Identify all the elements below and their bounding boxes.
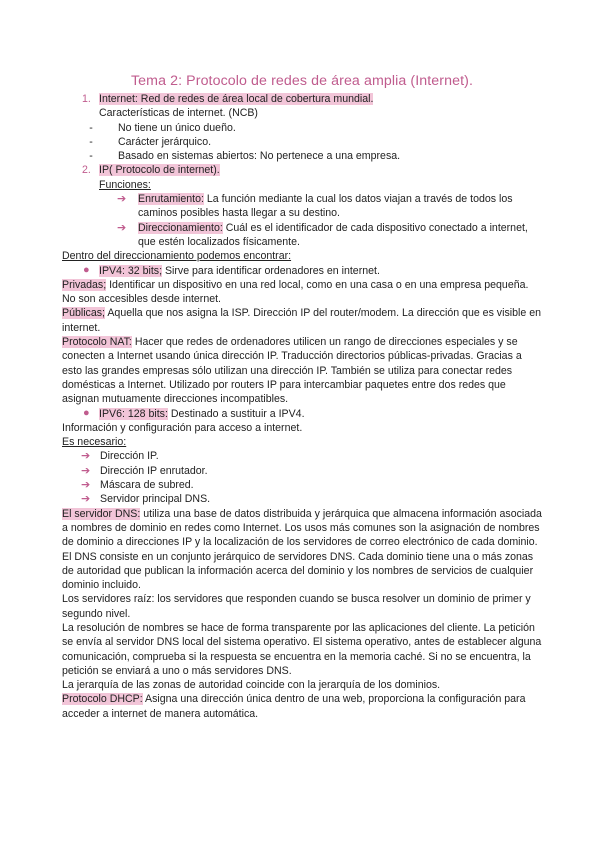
section-2 (62, 163, 542, 177)
page-title: Tema 2: Protocolo de redes de área amplia (Internet). (130, 73, 474, 89)
term-ipv6: IPV6: 128 bits: (99, 407, 168, 420)
list-item: ➔ Máscara de subred. (81, 479, 194, 492)
list-item: ➔ Dirección IP. (81, 450, 159, 463)
bullet-icon: ● (83, 263, 90, 276)
paragraph-nat: Protocolo NAT: Hacer que redes de ordenadores utilicen un rango de direcciones especiales y se conecten a Internet usando única dirección IP. Traducción directorios públicas-privadas. Gracias a esto las grandes empresas sólo utilizan una dirección IP. También se utiliza para conectar redes domésticas a Internet. Utilizado por routers IP para intercambiar paquetes entre dos redes que asignan mutuamente direcciones incompatibles. (62, 336, 522, 406)
list-item: - No tiene un único dueño. (62, 121, 542, 135)
paragraph-privadas: Privadas; Identificar un dispositivo en una red local, como en una casa o en una empresa pequeña. No son accesibles desde internet. (62, 278, 529, 306)
necesario-label: Es necesario: (62, 436, 127, 449)
arrow-icon: ➔ (81, 479, 91, 492)
section-1-subheading: Características de internet. (NCB) (99, 107, 258, 120)
paragraph-publicas: Públicas; Aquella que nos asigna la ISP. Dirección IP del router/modem. La dirección que es visible en internet. (62, 307, 541, 334)
paragraph-dhcp: Protocolo DHCP: Asigna una dirección única dentro de una web, proporciona la configuración para acceder a internet de manera automática. (62, 693, 526, 720)
document-page (62, 72, 542, 721)
list-item: ● IPV6: 128 bits: Destinado a sustituir a IPV4. (83, 406, 305, 420)
arrow-icon: ➔ (117, 221, 127, 234)
section-1 (62, 92, 542, 106)
direccionamiento-heading: Dentro del direccionamiento podemos encontrar: (62, 250, 292, 263)
config-line: Información y configuración para acceso a internet. (62, 421, 303, 434)
arrow-icon: ➔ (81, 450, 91, 463)
bullet-icon: ● (83, 406, 90, 419)
arrow-icon: ➔ (81, 464, 91, 477)
paragraph-zones: La jerarquía de las zonas de autoridad coincide con la jerarquía de los dominios. (62, 679, 441, 692)
dash-marker: - (89, 135, 93, 148)
section-2-number: 2. (82, 164, 91, 177)
list-item: ➔ Direccionamiento: Cuál es el identificador de cada dispositivo conectado a internet, que estén localizados físicamente. (117, 221, 528, 248)
dash-marker: - (89, 150, 93, 163)
funciones-label: Funciones: (99, 178, 151, 191)
paragraph-dns-hierarchy: El DNS consiste en un conjunto jerárquico de servidores DNS. Cada dominio tiene una o más zonas de autoridad que publican la información acerca del dominio y los nombres de servicios de cualquier dominio incluido. (62, 550, 534, 592)
arrow-icon: ➔ (81, 493, 91, 506)
paragraph-name-resolution: La resolución de nombres se hace de forma transparente por las aplicaciones del cliente. La petición se envía al servidor DNS local del sistema operativo. El sistema operativo, antes de establecer alguna comunicación, comprueba si la respuesta se encuentra en la memoria caché. Si no se encuentra, la petición se enviará a uno o más servidores DNS. (62, 621, 542, 677)
list-item: - Carácter jerárquico. (62, 135, 542, 149)
term-ipv4: IPV4: 32 bits; (99, 264, 163, 277)
section-1-number: 1. (82, 93, 91, 105)
paragraph-root-servers: Los servidores raíz: los servidores que responden cuando se busca resolver un dominio de primer y segundo nivel. (62, 593, 531, 620)
list-item: ➔ Servidor principal DNS. (81, 493, 211, 506)
term-enrutamiento: Enrutamiento: (138, 193, 204, 206)
arrow-icon: ➔ (117, 193, 127, 206)
section-1-heading: Internet: Red de redes de área local de cobertura mundial. (99, 93, 374, 105)
dash-marker: - (89, 121, 93, 134)
section-2-heading: IP( Protocolo de internet). (99, 164, 220, 177)
list-item: ➔ Dirección IP enrutador. (81, 464, 208, 477)
paragraph-dns: El servidor DNS: utiliza una base de datos distribuida y jerárquica que almacena información asociada a nombres de dominio en redes como Internet. Los usos más comunes son la asignación de nombres de dominio a direcciones IP y la localización de los servidores de correo electrónico de cada dominio. (62, 507, 542, 549)
list-item: ● IPV4: 32 bits; Sirve para identificar ordenadores en internet. (83, 263, 380, 277)
term-direccionamiento: Direccionamiento: (138, 221, 223, 234)
list-item: - Basado en sistemas abiertos: No pertenece a una empresa. (62, 149, 542, 163)
list-item: ➔ Enrutamiento: La función mediante la cual los datos viajan a través de todos los caminos posibles hasta llegar a su destino. (117, 193, 513, 220)
